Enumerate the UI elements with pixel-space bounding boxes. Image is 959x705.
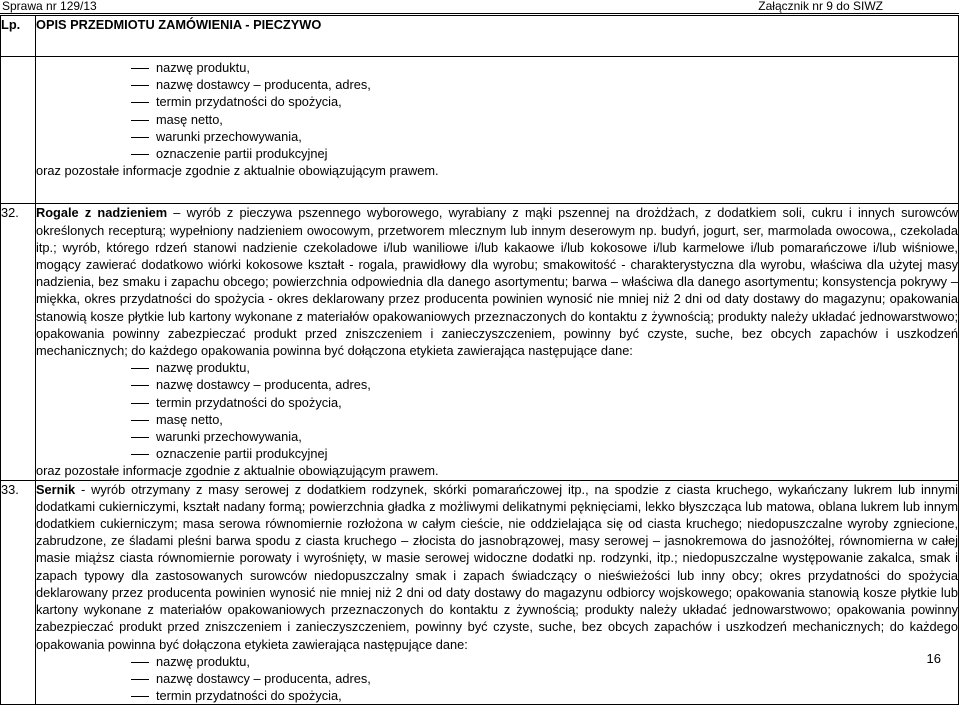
table-row: [1, 480, 959, 705]
row-number: 33.: [1, 480, 36, 705]
empty-num-cell: [1, 57, 36, 204]
list-item: nazwę dostawcy – producenta, adres,: [36, 376, 958, 393]
list-item: warunki przechowywania,: [36, 428, 958, 445]
continuation-cell: [36, 57, 959, 204]
description-text: - wyrób otrzymany z masy serowej z dodatkiem rodzynek, skórki pomarańczowej itp., na spodzie z ciasta kruchego, wykańczany lukrem lub innymi dodatkami cukierniczymi, kształt nadany formą; powierzchnia gładka z możliwymi delikatnymi pęknięciami, lekko błyszcząca lub matowa, oblana lukrem lub innym dodatkiem cukierniczym; masa serowa równomiernie rozłożona w całym cieście, nie oddzielająca się od ciasta kruchego; niedopuszczalne wyroby zgniecione, zabrudzone, ze śladami pleśni barwa spodu z ciasta kruchego – złocista do jasnobrązowej, masy serowej – jasnokremowa do jasnożółtej, równomierna w całej masie miąższ ciasta równomiernie porowaty i wyrośnięty, w masie serowej widoczne dodatki np. rodzynki, itp.; niedopuszczalne występowanie zakalca, smak i zapach typowy dla zastosowanych surowców niedopuszczalny smak i zapach świadczący o nieświeżości lub inny obcy; okres przydatności do spożycia deklarowany przez producenta powinien wynosić nie mniej niż 2 dni od daty dostawy do magazynu odbiorcy wojskowego; opakowania stanowią kosze płytkie lub kartony wykonane z materiałów opakowaniowych przeznaczonych do kontaktu z żywnością; produkty należy układać jednowarstwowo; opakowania powinny zabezpieczać produkt przed zniszczeniem i zanieczyszczeniem, powinny być czyste, suche, bez obcych zapachów i uszkodzeń mechanicznych; do każdego opakowania powinna być dołączona etykieta zawierająca następujące dane:: [36, 481, 958, 652]
attachment-label: Załącznik nr 9 do SIWZ: [758, 0, 883, 13]
list-item: nazwę dostawcy – producenta, adres,: [36, 670, 958, 687]
header-rule: [0, 13, 959, 14]
row-content: [36, 480, 959, 705]
specification-table: [0, 15, 959, 705]
label-list: [36, 359, 958, 462]
page-header: [0, 0, 959, 12]
closing-text: oraz pozostałe informacje zgodnie z aktualnie obowiązującym prawem.: [36, 163, 439, 179]
table-header-row: [1, 16, 959, 57]
row-content: [36, 204, 959, 480]
table-row: [1, 204, 959, 480]
list-item: oznaczenie partii produkcyjnej: [36, 145, 958, 162]
description-text: – wyrób z pieczywa pszennego wyborowego, wyrabiany z mąki pszennej na drożdżach, z dodatkiem soli, cukru i innych surowców określonych recepturą; wypełniony nadzieniem owocowym, przetworem mlecznym lub innym deserowym np. budyń, jogurt, ser, marmolada owocowa,, czekolada itp.; wyrób, którego rdzeń stanowi nadzienie czekoladowe i/lub waniliowe i/lub kakaowe i/lub kokosowe i/lub karmelowe i/lub pomarańczowe i/lub wiśniowe, mogący zawierać dodatkowo wiórki kokosowe kształt - rogala, prawidłowy dla wyrobu; smakowitość - charakterystyczna dla wyrobu, właściwa dla użytej masy nadzienia, bez smaku i zapachu obcego; powierzchnia odpowiednia dla danego asortymentu; barwa – właściwa dla danego asortymentu; konsystencja pokrywy – miękka, okres przydatności do spożycia - okres deklarowany przez producenta powinien wynosić nie mniej niż 2 dni od daty dostawy do magazynu; opakowania stanowią kosze płytkie lub kartony wykonane z materiałów opakowaniowych przeznaczonych do kontaktu z żywnością; produkty należy układać jednowarstwowo; opakowania powinny zabezpieczać produkt przed zniszczeniem i zanieczyszczeniem, powinny być czyste, suche, bez obcych zapachów i uszkodzeń mechanicznych; do każdego opakowania powinna być dołączona etykieta zawierająca następujące dane:: [36, 205, 958, 359]
list-item: oznaczenie partii produkcyjnej: [36, 445, 958, 462]
table-title: OPIS PRZEDMIOTU ZAMÓWIENIA - PIECZYWO: [36, 16, 959, 57]
list-item: nazwę produktu,: [36, 59, 958, 76]
list-item: nazwę produktu,: [36, 359, 958, 376]
case-number: Sprawa nr 129/13: [2, 0, 97, 13]
closing-text: oraz pozostałe informacje zgodnie z aktualnie obowiązującym prawem.: [36, 463, 439, 479]
product-name: Rogale z nadzieniem: [36, 205, 168, 221]
list-item: termin przydatności do spożycia,: [36, 394, 958, 411]
label-list: [36, 653, 958, 705]
table-row-continuation: [1, 57, 959, 204]
list-item: masę netto,: [36, 411, 958, 428]
list-item: masę netto,: [36, 111, 958, 128]
row-number: 32.: [1, 204, 36, 480]
list-item: nazwę produktu,: [36, 653, 958, 670]
list-item: termin przydatności do spożycia,: [36, 93, 958, 110]
lp-header: Lp.: [1, 16, 36, 57]
label-list: [36, 59, 958, 162]
list-item: warunki przechowywania,: [36, 128, 958, 145]
product-description: [36, 481, 958, 653]
product-name: Sernik: [36, 481, 76, 497]
product-description: [36, 204, 958, 359]
list-item: nazwę dostawcy – producenta, adres,: [36, 76, 958, 93]
page-number: 16: [926, 651, 941, 666]
list-item: termin przydatności do spożycia,: [36, 687, 958, 704]
